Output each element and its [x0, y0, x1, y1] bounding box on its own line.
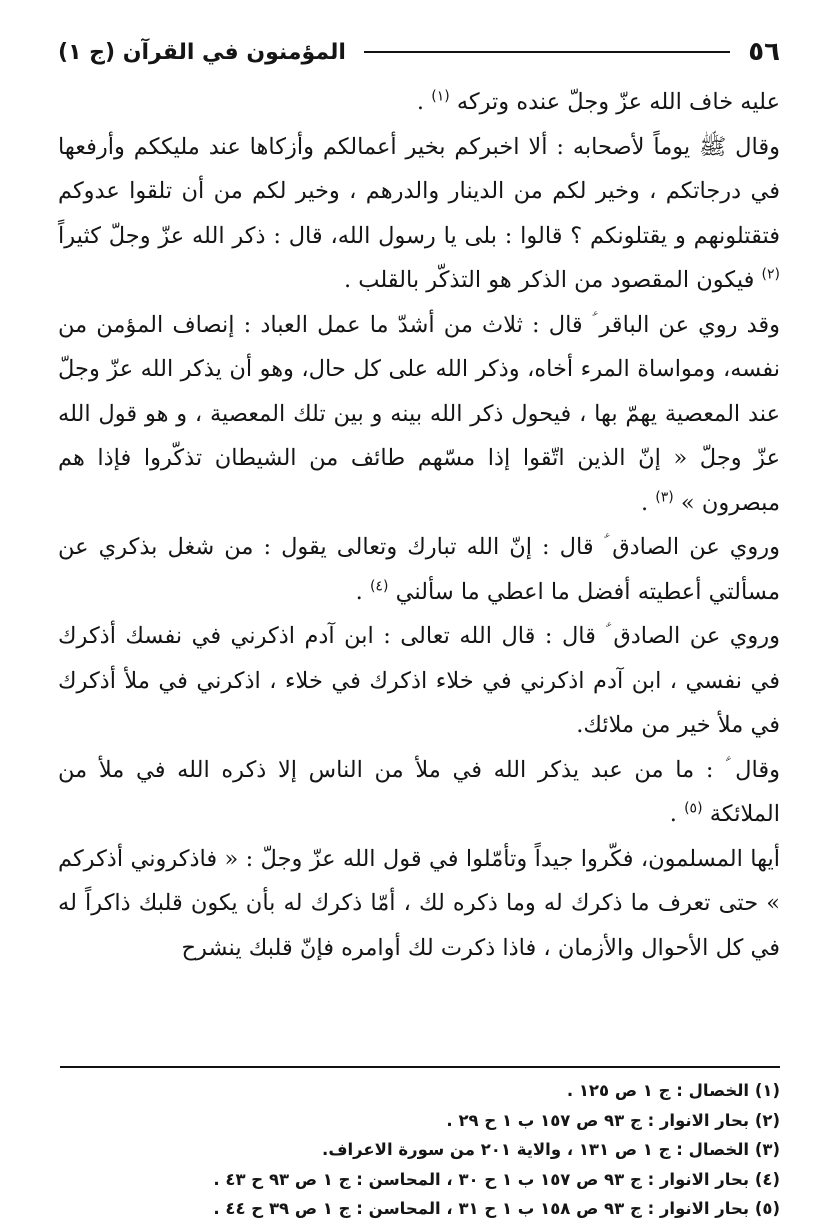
footnote: (١) الخصال : ج ١ ص ١٢٥ . [566, 1081, 780, 1100]
footnote-ref: (٤) [369, 578, 389, 594]
paragraph [58, 303, 780, 526]
paragraph-text: وروي عن الصادق ؑ قال : قال الله تعالى : ابن آدم اذكرني في نفسك أذكرك في نفسي ، ابن آدم اذكرني في خلاء اذكرك في خلاء ، اذكرني في ملأ أذكرك في ملأ خير من ملائك. [58, 623, 780, 738]
footnote: (٢) بحار الانوار : ج ٩٣ ص ١٥٧ ب ١ ح ٢٩ . [446, 1110, 780, 1130]
paragraph [58, 837, 780, 971]
footnote: (٤) بحار الانوار : ج ٩٣ ص ١٥٧ ب ١ ح ٣٠ ، المحاسن : ج ١ ص ٩٣ ح ٤٣ . [213, 1169, 780, 1189]
footnote-ref: (٥) [684, 800, 703, 817]
running-title: المؤمنون في القرآن (ج ١) [58, 39, 346, 65]
footnote: (٥) بحار الانوار : ج ٩٣ ص ١٥٨ ب ١ ح ٣١ ، المحاسن : ج ١ ص ٣٩ ح ٤٤ . [213, 1199, 780, 1218]
paragraph-tail: . [669, 801, 677, 827]
paragraph-tail: . [640, 489, 649, 516]
footnote-ref: (١) [431, 88, 450, 105]
paragraph-text: وقال ﷺ يوماً لأصحابه : ألا اخبركم بخير أعمالكم وأزكاها عند مليككم وأرفعها في درجاتكم ، وخير لكم من الدينار والدرهم ، وخير لكم من أن تلقوا عدوكم فتقتلونهم و يقتلونكم ؟ قالوا : بلى يا رسول الله، قال : ذكر الله عزّ وجلّ كثيراً [58, 133, 780, 249]
paragraph [58, 614, 780, 748]
footnotes [60, 1076, 780, 1224]
paragraph [58, 125, 780, 303]
paragraph [58, 525, 780, 614]
paragraph [58, 748, 780, 837]
footnote: (٣) الخصال : ج ١ ص ١٣١ ، والاية ٢٠١ من سورة الاعراف. [322, 1140, 780, 1159]
paragraph-text: وقال ؑ : ما من عبد يذكر الله في ملأ من الناس إلا ذكره الله في ملأ من الملائكة [58, 756, 780, 827]
page-header [58, 30, 780, 74]
paragraph-text: عليه خاف الله عزّ وجلّ عنده وتركه [456, 89, 780, 115]
body-text [58, 80, 780, 970]
paragraph [58, 80, 780, 125]
paragraph-text: وروي عن الصادق ؑ قال : إنّ الله تبارك وتعالى يقول : من شغل بذكري عن مسألتي أعطيته أفضل ما اعطي ما سألني [58, 534, 780, 605]
paragraph-tail: . [355, 578, 363, 605]
footnote-rule [60, 1066, 780, 1068]
paragraph-text: وقد روي عن الباقر ؑ قال : ثلاث من أشدّ ما عمل العباد : إنصاف المؤمن من نفسه، ومواساة المرء أخاه، وذكر الله على كل حال، وهو أن يذكر الله عزّ وجلّ عند المعصية يهمّ بها ، فيحول ذكر الله بينه و بين تلك المعصية ، و هو قول الله عزّ وجلّ « إنّ الذين اتّقوا إذا مسّهم طائف من الشيطان تذكّروا فإذا هم مبصرون » [58, 311, 780, 516]
footnote-ref: (٢) [761, 266, 780, 283]
paragraph-tail: فيكون المقصود من الذكر هو التذكّر بالقلب . [343, 267, 755, 293]
book-page [58, 30, 780, 1218]
page-number: ٥٦ [748, 37, 780, 67]
footnote-ref: (٣) [655, 489, 674, 505]
paragraph-tail: . [416, 89, 425, 115]
paragraph-text: أيها المسلمون، فكّروا جيداً وتأمّلوا في قول الله عزّ وجلّ : « فاذكروني أذكركم » حتى تعرف ما ذكرك له وما ذكره لك ، أمّا ذكرك له بأن يكون قلبك ذاكراً له في كل الأحوال والأزمان ، فاذا ذكرت لك أوامره فإنّ قلبك ينشرح [58, 845, 780, 961]
header-rule [364, 51, 730, 53]
